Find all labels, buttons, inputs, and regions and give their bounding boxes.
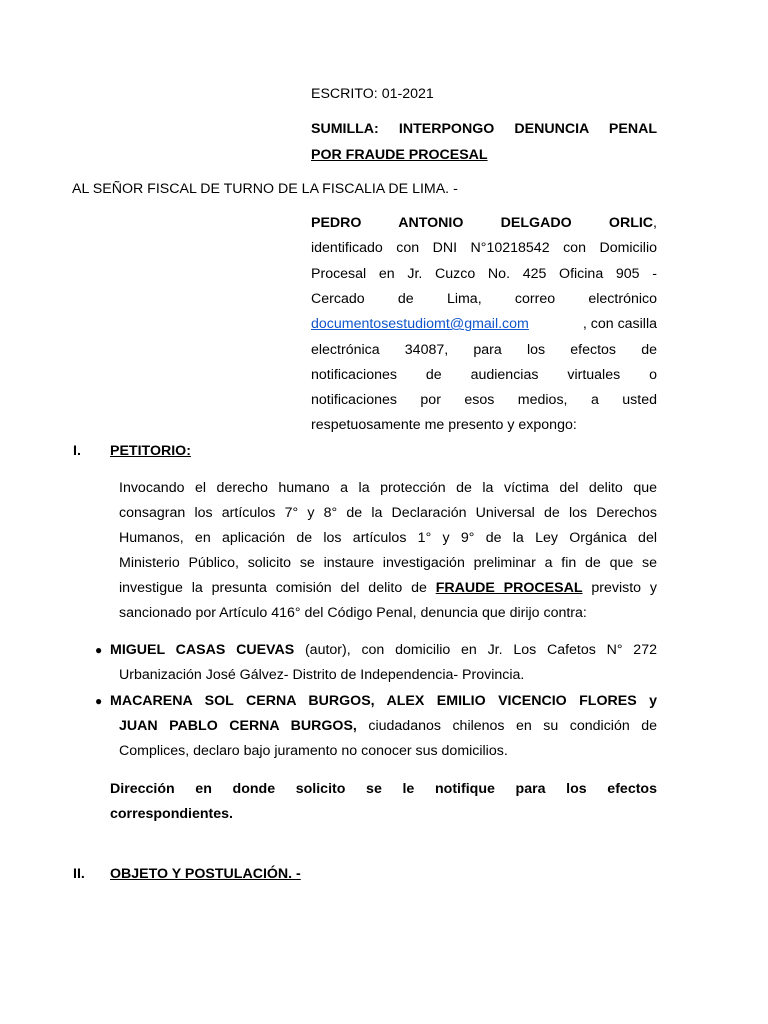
- intro-line-4: Cercado de Lima, correo electrónico: [311, 291, 657, 307]
- intro-line-1: PEDRO ANTONIO DELGADO ORLIC,: [311, 215, 657, 231]
- bullet-1-dot: ●: [95, 643, 103, 657]
- accused-3-name: JUAN PABLO CERNA BURGOS,: [119, 718, 357, 734]
- petitorio-line-6: sancionado por Artículo 416° del Código Penal, denuncia que dirijo contra:: [119, 605, 587, 621]
- intro-line-6: electrónica 34087, para los efectos de: [311, 342, 657, 358]
- petitorio-line-1: Invocando el derecho humano a la protección de la víctima del delito que: [119, 480, 657, 496]
- sumilla-line-1: SUMILLA: INTERPONGO DENUNCIA PENAL: [311, 121, 657, 137]
- intro-line-5: documentosestudiomt@gmail.com , con casilla: [311, 316, 657, 332]
- intro-line-8: notificaciones por esos medios, a usted: [311, 392, 657, 408]
- bullet-1-line-2: Urbanización José Gálvez- Distrito de Independencia- Provincia.: [119, 667, 525, 683]
- direccion-line-2: correspondientes.: [110, 806, 233, 822]
- petitorio-line-2: consagran los artículos 7° y 8° de la Declaración Universal de los Derechos: [119, 505, 657, 521]
- bullet-2-line-3: Complices, declaro bajo juramento no conocer sus domicilios.: [119, 743, 508, 759]
- accused-1-name: MIGUEL CASAS CUEVAS: [110, 642, 295, 658]
- section-1-title: PETITORIO:: [110, 443, 191, 459]
- intro-line-3: Procesal en Jr. Cuzco No. 425 Oficina 905 -: [311, 266, 657, 282]
- intro-line-2: identificado con DNI N°10218542 con Domicilio: [311, 240, 657, 256]
- section-2-title: OBJETO Y POSTULACIÓN. -: [110, 866, 301, 882]
- addressee: AL SEÑOR FISCAL DE TURNO DE LA FISCALIA DE LIMA. -: [72, 181, 458, 197]
- petitorio-line-3: Humanos, en aplicación de los artículos 1° y 9° de la Ley Orgánica del: [119, 530, 657, 546]
- email-link[interactable]: documentosestudiomt@gmail.com: [311, 316, 529, 332]
- crime-name: FRAUDE PROCESAL: [435, 580, 583, 596]
- sumilla-line-2: POR FRAUDE PROCESAL: [311, 147, 488, 163]
- bullet-1-line-1: MIGUEL CASAS CUEVAS (autor), con domicilio en Jr. Los Cafetos N° 272: [110, 642, 657, 658]
- escrito-number: ESCRITO: 01-2021: [311, 86, 434, 102]
- section-1-number: I.: [73, 443, 81, 459]
- bullet-2-line-1: MACARENA SOL CERNA BURGOS, ALEX EMILIO VICENCIO FLORES y: [110, 693, 657, 709]
- intro-line-7: notificaciones de audiencias virtuales o: [311, 367, 657, 383]
- petitorio-line-5: investigue la presunta comisión del delito de FRAUDE PROCESAL previsto y: [119, 580, 657, 596]
- petitorio-line-4: Ministerio Público, solicito se instaure investigación preliminar a fin de que se: [119, 555, 657, 571]
- intro-line-9: respetuosamente me presento y expongo:: [311, 417, 577, 433]
- bullet-2-dot: ●: [95, 694, 103, 708]
- direccion-line-1: Dirección en donde solicito se le notifique para los efectos: [110, 781, 657, 797]
- section-2-number: II.: [73, 866, 85, 882]
- plaintiff-name: PEDRO ANTONIO DELGADO ORLIC: [311, 215, 654, 231]
- bullet-2-line-2: JUAN PABLO CERNA BURGOS, ciudadanos chilenos en su condición de: [119, 718, 658, 734]
